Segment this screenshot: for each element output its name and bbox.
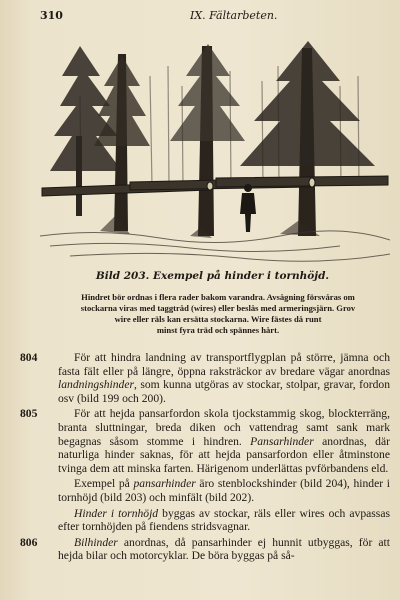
text-segment: byggas av stockar, räls eller wires och avpassas efter tornhöjden på fiendens stridsvagnar.	[58, 506, 390, 534]
emphasized-term: landningshinder	[58, 378, 135, 392]
text-segment: , som kunna utgöras av stockar, stolpar, gravar, fordon osv (bild 199 och 200).	[58, 378, 390, 405]
text-segment: äro stenblockshinder (bild 204), hinder i tornhöjd (bild 203) och minfält (bild 202).	[58, 477, 390, 504]
emphasized-term: pansarhinder	[133, 477, 196, 491]
running-title: IX. Fältarbeten.	[190, 9, 278, 22]
paragraph	[20, 507, 390, 534]
paragraph	[20, 351, 390, 405]
paragraph	[20, 407, 390, 475]
emphasized-term: Bilhinder	[74, 535, 118, 549]
paragraph	[20, 536, 390, 563]
figure-description-line: wire eller räls kan ersätta stockarna. Wire fästes då runt	[114, 314, 322, 324]
emphasized-term: Pansarhinder	[250, 434, 314, 448]
page-number: 310	[40, 9, 63, 22]
text-segment: För att hejda pansarfordon skola tjockstammig skog, blockterräng, branta sluttningar, breda diken och vattendrag samt sank mark begagnas såsom stomme i hindren.	[58, 407, 390, 448]
figure-description-line: minst fyra träd och spännes hårt.	[156, 325, 280, 335]
paragraph-text	[58, 351, 390, 405]
paragraph-text	[58, 536, 390, 563]
paragraph-number: 805	[20, 407, 38, 421]
paragraph-text	[58, 477, 390, 504]
figure-description	[48, 292, 388, 336]
page-header	[40, 9, 370, 25]
paragraph-number: 806	[20, 535, 38, 549]
figure-caption: Bild 203. Exempel på hinder i tornhöjd.	[95, 270, 330, 282]
paragraph-number: 804	[20, 351, 38, 364]
emphasized-term: Hinder i tornhöjd	[74, 506, 159, 520]
body-text	[20, 351, 390, 565]
figure-description-line: stockarna viras med taggtråd (wires) eller beslås med armeringsjärn. Grov	[80, 303, 356, 313]
figure-description-line: Hindret bör ordnas i flera rader bakom varandra. Avsågning försvåras om	[81, 292, 355, 302]
paragraph-text	[58, 507, 390, 534]
text-segment: För att hindra landning av transportflygplan på större, jämna och fasta fält eller på längre, öppna raksträckor av bredare vägar anordnas	[58, 351, 390, 378]
illustration-forest-obstacle	[40, 36, 390, 266]
text-segment: Exempel på	[74, 477, 134, 491]
text-segment: anordnas, då pansarhinder ej hunnit utbyggas, för att hejda bilar och motorcyklar. De böra byggas på så-	[58, 535, 390, 563]
paragraph-text	[58, 407, 390, 475]
paragraph	[20, 477, 390, 504]
text-segment: anordnas, där naturliga hinder saknas, för att hejda pansarfordon eller åtminstone tvinga dem att minska farten. Härigenom underlättas pvförbandens eld.	[58, 434, 390, 475]
